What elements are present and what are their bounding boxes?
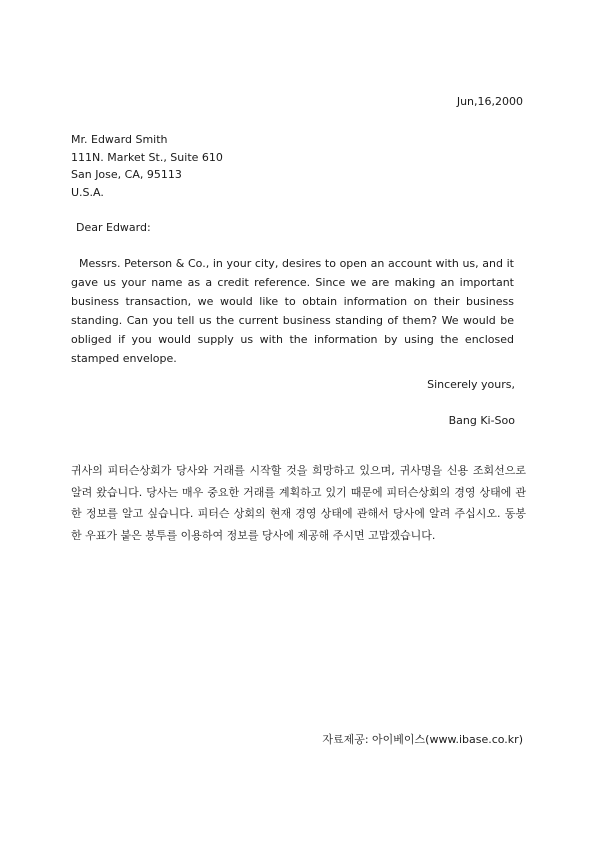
closing: Sincerely yours, <box>427 378 515 391</box>
source-credit: 자료제공: 아이베이스(www.ibase.co.kr) <box>322 733 523 746</box>
address-line-city: San Jose, CA, 95113 <box>71 168 182 181</box>
address-line-name: Mr. Edward Smith <box>71 133 168 146</box>
signature: Bang Ki-Soo <box>448 414 515 427</box>
letter-body-korean: 귀사의 피터슨상회가 당사와 거래를 시작할 것을 희망하고 있으며, 귀사명을 신용 조회선으로 알려 왔습니다. 당사는 매우 중요한 거래를 계획하고 있기 때문에 피터슨상회의 경영 상태에 관한 정보를 알고 싶습니다. 피터슨 상회의 현재 경영 상태에 관해서 당사에 알려 주십시오. 동봉한 우표가 붙은 봉투를 이용하여 정보를 당사에 제공해 주시면 고맙겠습니다. <box>71 464 526 542</box>
letter-date: Jun,16,2000 <box>456 95 523 108</box>
address-line-street: 111N. Market St., Suite 610 <box>71 150 223 164</box>
letter-body-english: Messrs. Peterson & Co., in your city, desires to open an account with us, and it gave us your name as a credit reference. Since we are making an important business transaction, we would like to obtain information on their business standing. Can you tell us the current business standing of them? We would be obliged if you would supply us with the information by using the enclosed stamped envelope. <box>71 257 514 365</box>
address-line-country: U.S.A. <box>71 185 104 199</box>
recipient-address <box>71 131 223 201</box>
salutation: Dear Edward: <box>76 221 151 234</box>
